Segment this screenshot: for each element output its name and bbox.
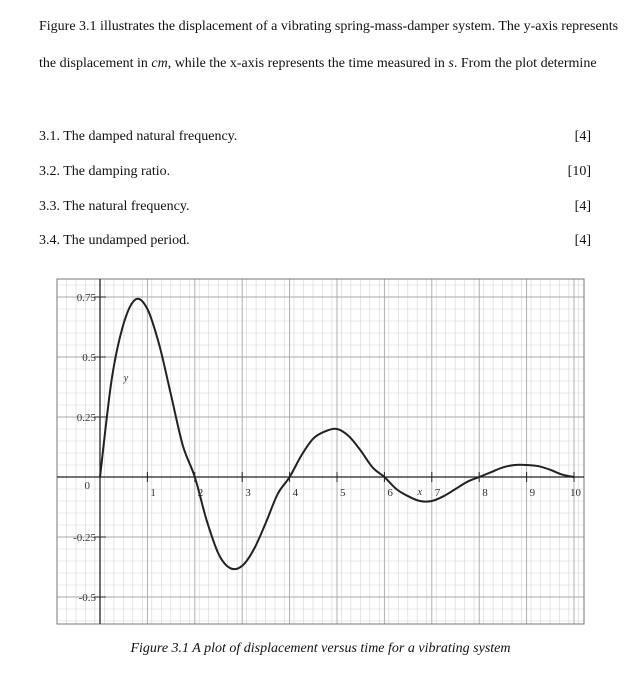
question-label: 3.2. The damping ratio.	[39, 164, 171, 179]
y-tick-label: 0.5	[82, 352, 96, 364]
x-tick-label: 10	[570, 487, 581, 499]
x-tick-label: 6	[387, 487, 393, 499]
x-tick-label: 7	[434, 487, 441, 499]
major-grid	[57, 279, 584, 624]
y-tick-label: 0.25	[76, 412, 96, 424]
x-tick-label: 4	[292, 487, 299, 499]
question-marks: [10]	[567, 164, 591, 179]
question-label: 3.1. The damped natural frequency.	[39, 129, 238, 144]
y-tick-label: -0.25	[73, 532, 96, 544]
y-axis-letter: y	[123, 373, 129, 384]
x-tick-label: 5	[340, 487, 346, 499]
x-tick-label: 3	[245, 487, 251, 499]
minor-grid	[57, 279, 584, 624]
origin-label: 0	[84, 480, 90, 492]
x-tick-label: 1	[150, 487, 156, 499]
question-marks: [4]	[574, 233, 591, 248]
intro-text-3: . From the plot determine	[453, 56, 597, 71]
y-tick-label: 0.75	[76, 292, 96, 304]
plot-frame	[57, 279, 584, 624]
question-marks: [4]	[574, 129, 591, 144]
intro-text-1: Figure 3.1 illustrates the displacement of a vibrating spring-mass-damper system. The y-axis represents the displacement in	[39, 19, 619, 71]
question-marks: [4]	[574, 199, 591, 214]
question-label: 3.4. The undamped period.	[39, 233, 190, 248]
figure-caption: Figure 3.1 A plot of displacement versus time for a vibrating system	[130, 641, 511, 656]
x-tick-label: 2	[197, 487, 204, 499]
unit-displacement: cm	[151, 56, 168, 71]
x-axis-letter: x	[417, 487, 423, 498]
x-tick-label: 8	[482, 487, 488, 499]
question-label: 3.3. The natural frequency.	[39, 199, 190, 214]
x-tick-label: 9	[529, 487, 536, 499]
y-tick-label: -0.5	[78, 592, 96, 604]
intro-text-2: , while the x-axis represents the time measured in	[167, 56, 449, 71]
unit-time: s	[448, 56, 454, 71]
